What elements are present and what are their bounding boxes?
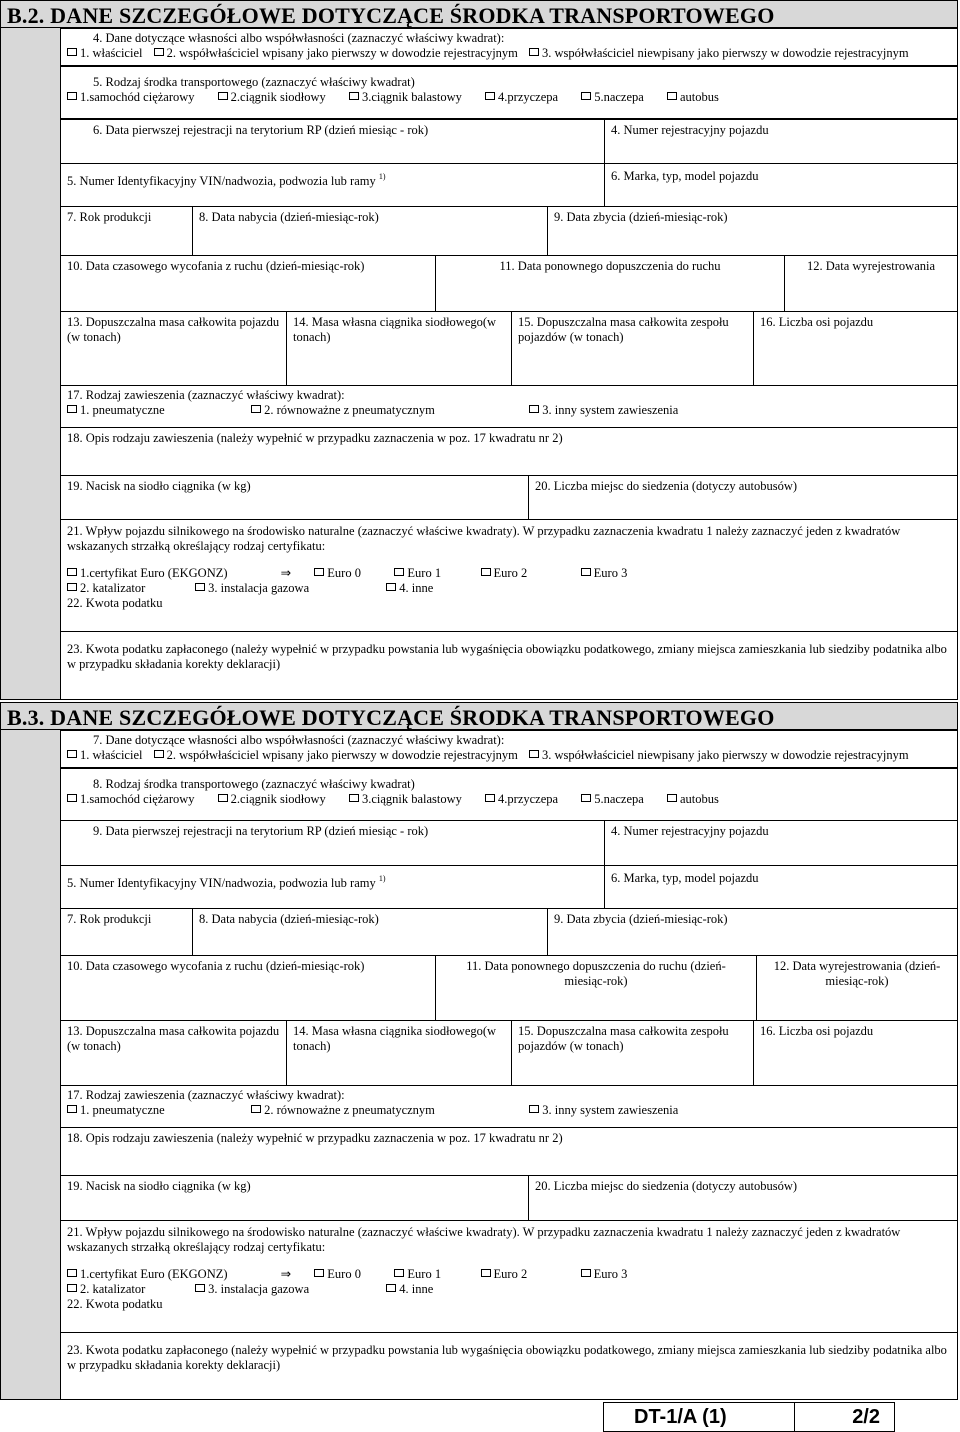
checkbox-bus[interactable] [667,92,677,100]
environment-label: 21. Wpływ pojazdu silnikowego na środowisko naturalne (zaznaczyć właściwe kwadraty). W przypadku zaznaczenia kwadratu 1 należy zaznaczyć jeden z kwadratów wskazanych strzałką określający rodzaj certyfikatu: [67,524,901,553]
checkbox-owner[interactable] [67,750,77,758]
option-trailer: 4.przyczepa [498,792,559,806]
checkbox-euro-cert[interactable] [67,568,77,576]
first-registration-label: 9. Data pierwszej rejestracji na terytorium RP (dzień miesiąc - rok) [93,824,429,838]
seat-count-label: 20. Liczba miejsc do siedzenia (dotyczy autobusów) [535,479,798,493]
disposal-date-field[interactable] [547,908,958,956]
option-euro-cert: 1.certyfikat Euro (EKGONZ) [80,566,228,580]
ownership-label: 7. Dane dotyczące własności albo współwłasności (zaznaczyć właściwy kwadrat): [93,733,505,747]
tractor-mass-field[interactable] [286,311,512,386]
tractor-mass-label: 14. Masa własna ciągnika siodłowego(w tonach) [293,315,497,344]
tax-amount-label: 22. Kwota podatku [67,1297,163,1311]
option-owner: 1. właściciel [80,748,143,762]
checkbox-other-suspension[interactable] [529,405,539,413]
checkbox-catalyst[interactable] [67,1284,77,1292]
suspension-field [60,385,958,428]
option-owner: 1. właściciel [80,46,143,60]
combination-mass-label: 15. Dopuszczalna masa całkowita zespołu pojazdów (w tonach) [518,315,729,344]
withdrawal-date-label: 10. Data czasowego wycofania z ruchu (dzień-miesiąc-rok) [67,959,365,973]
vin-label: 5. Numer Identyfikacyjny VIN/nadwozia, podwozia lub ramy [67,174,376,188]
checkbox-pneumatic[interactable] [67,405,77,413]
gross-mass-label: 13. Dopuszczalna masa całkowita pojazdu (w tonach) [67,315,280,344]
checkbox-euro-0[interactable] [314,1269,324,1277]
option-other-env: 4. inne [399,1282,434,1296]
suspension-field [60,1085,958,1128]
option-catalyst: 2. katalizator [80,1282,146,1296]
vehicle-type-label: 5. Rodzaj środka transportowego (zaznaczyć właściwy kwadrat) [93,75,415,89]
first-registration-label: 6. Data pierwszej rejestracji na terytorium RP (dzień miesiąc - rok) [93,123,429,137]
saddle-load-label: 19. Nacisk na siodło ciągnika (w kg) [67,1179,251,1193]
vin-footnote: 1) [378,172,386,181]
vin-field[interactable] [60,865,605,909]
option-other-suspension: 3. inny system zawieszenia [542,1103,679,1117]
option-euro-0: Euro 0 [327,1267,361,1281]
checkbox-equivalent[interactable] [251,1105,261,1113]
option-equivalent: 2. równoważne z pneumatycznym [264,403,435,417]
checkbox-euro-2[interactable] [481,568,491,576]
option-pneumatic: 1. pneumatyczne [80,1103,165,1117]
checkbox-truck[interactable] [67,92,77,100]
form-code: DT-1/A (1) [634,1406,727,1428]
seat-count-field[interactable] [528,475,958,520]
suspension-description-field[interactable] [60,1127,958,1176]
vehicle-type-label: 8. Rodzaj środka transportowego (zaznaczyć właściwy kwadrat) [93,777,415,791]
option-euro-3: Euro 3 [593,566,628,580]
suspension-description-label: 18. Opis rodzaju zawieszenia (należy wypełnić w przypadku zaznaczenia w poz. 17 kwadratu nr 2) [67,431,563,445]
acquisition-date-label: 8. Data nabycia (dzień-miesiąc-rok) [199,912,379,926]
deregistration-date-field[interactable] [784,255,958,312]
option-pneumatic: 1. pneumatyczne [80,403,165,417]
option-euro-0: Euro 0 [327,566,361,580]
checkbox-truck[interactable] [67,794,77,802]
option-bus: autobus [679,792,719,806]
option-euro-1: Euro 1 [407,566,442,580]
axle-count-field[interactable] [753,1020,958,1086]
checkbox-pneumatic[interactable] [67,1105,77,1113]
suspension-description-label: 18. Opis rodzaju zawieszenia (należy wypełnić w przypadku zaznaczenia w poz. 17 kwadratu nr 2) [67,1131,563,1145]
ownership-field [60,28,958,66]
page-number: 2/2 [852,1406,880,1428]
checkbox-gas-installation[interactable] [195,1284,205,1292]
tax-paid-field[interactable] [60,1332,958,1400]
checkbox-semitrailer[interactable] [581,794,591,802]
checkbox-other-suspension[interactable] [529,1105,539,1113]
deregistration-date-field[interactable] [756,955,958,1021]
withdrawal-date-field[interactable] [60,255,436,312]
option-gas-installation: 3. instalacja gazowa [208,581,310,595]
vin-label: 5. Numer Identyfikacyjny VIN/nadwozia, podwozia lub ramy [67,876,376,890]
option-tractor: 2.ciągnik siodłowy [230,792,326,806]
saddle-load-field[interactable] [60,1175,529,1221]
seat-count-field[interactable] [528,1175,958,1221]
checkbox-semitrailer[interactable] [581,92,591,100]
vehicle-type-field [60,66,958,119]
make-model-field[interactable] [604,865,958,909]
side-margin [0,730,60,1400]
readmission-date-label: 11. Data ponownego dopuszczenia do ruchu [499,259,721,273]
readmission-date-field[interactable] [435,255,785,312]
tractor-mass-field[interactable] [286,1020,512,1086]
option-gas-installation: 3. instalacja gazowa [208,1282,310,1296]
saddle-load-field[interactable] [60,475,529,520]
withdrawal-date-field[interactable] [60,955,436,1021]
option-euro-cert: 1.certyfikat Euro (EKGONZ) [80,1267,228,1281]
checkbox-trailer[interactable] [485,794,495,802]
suspension-label: 17. Rodzaj zawieszenia (zaznaczyć właściwy kwadrat): [67,388,345,402]
acquisition-date-field[interactable] [192,206,548,256]
option-coowner-first: 2. współwłaściciel wpisany jako pierwszy w dowodzie rejestracyjnym [166,46,518,60]
seat-count-label: 20. Liczba miejsc do siedzenia (dotyczy autobusów) [535,1179,798,1193]
checkbox-trailer[interactable] [485,92,495,100]
checkbox-tractor[interactable] [218,92,228,100]
option-coowner-first: 2. współwłaściciel wpisany jako pierwszy w dowodzie rejestracyjnym [166,748,518,762]
option-other-suspension: 3. inny system zawieszenia [542,403,679,417]
checkbox-bus[interactable] [667,794,677,802]
environment-field [60,1220,958,1333]
checkbox-coowner-not-first[interactable] [529,48,539,56]
checkbox-euro-1[interactable] [394,568,404,576]
checkbox-euro-1[interactable] [394,1269,404,1277]
acquisition-date-field[interactable] [192,908,548,956]
tax-paid-field[interactable] [60,631,958,700]
arrow-icon: ⇒ [280,1267,292,1281]
form-footer [603,1402,895,1432]
gross-mass-field[interactable] [60,311,287,386]
checkbox-ballast-tractor[interactable] [349,794,359,802]
suspension-label: 17. Rodzaj zawieszenia (zaznaczyć właściwy kwadrat): [67,1088,345,1102]
disposal-date-label: 9. Data zbycia (dzień-miesiąc-rok) [554,210,728,224]
environment-label: 21. Wpływ pojazdu silnikowego na środowisko naturalne (zaznaczyć właściwe kwadraty). W przypadku zaznaczenia kwadratu 1 należy zaznaczyć jeden z kwadratów wskazanych strzałką określający rodzaj certyfikatu: [67,1225,901,1254]
section-b2 [0,0,958,700]
option-trailer: 4.przyczepa [498,90,559,104]
checkbox-other-env[interactable] [386,1284,396,1292]
saddle-load-label: 19. Nacisk na siodło ciągnika (w kg) [67,479,251,493]
option-euro-2: Euro 2 [493,1267,528,1281]
option-coowner-not-first: 3. współwłaściciel niewpisany jako pierwszy w dowodzie rejestracyjnym [542,748,909,762]
checkbox-catalyst[interactable] [67,583,77,591]
deregistration-date-label: 12. Data wyrejestrowania [806,259,936,273]
option-ballast-tractor: 3.ciągnik balastowy [361,792,462,806]
ownership-label: 4. Dane dotyczące własności albo współwłasności (zaznaczyć właściwy kwadrat): [93,31,505,45]
option-coowner-not-first: 3. współwłaściciel niewpisany jako pierwszy w dowodzie rejestracyjnym [542,46,909,60]
checkbox-equivalent[interactable] [251,405,261,413]
section-header: B.3. DANE SZCZEGÓŁOWE DOTYCZĄCE ŚRODKA TRANSPORTOWEGO [0,702,958,730]
option-euro-3: Euro 3 [593,1267,628,1281]
make-model-label: 6. Marka, typ, model pojazdu [611,169,759,183]
withdrawal-date-label: 10. Data czasowego wycofania z ruchu (dzień-miesiąc-rok) [67,259,365,273]
option-truck: 1.samochód ciężarowy [80,90,195,104]
gross-mass-field[interactable] [60,1020,287,1086]
option-other-env: 4. inne [399,581,434,595]
acquisition-date-label: 8. Data nabycia (dzień-miesiąc-rok) [199,210,379,224]
arrow-icon: ⇒ [280,566,292,580]
make-model-field[interactable] [604,163,958,207]
section-header: B.2. DANE SZCZEGÓŁOWE DOTYCZĄCE ŚRODKA TRANSPORTOWEGO [0,0,958,28]
vehicle-type-field [60,768,958,821]
first-registration-field[interactable] [60,119,605,164]
section-b3 [0,702,958,1400]
registration-number-label: 4. Numer rejestracyjny pojazdu [611,123,769,137]
checkbox-ballast-tractor[interactable] [349,92,359,100]
checkbox-coowner-first[interactable] [154,48,164,56]
combination-mass-label: 15. Dopuszczalna masa całkowita zespołu pojazdów (w tonach) [518,1024,729,1053]
axle-count-field[interactable] [753,311,958,386]
deregistration-date-label: 12. Data wyrejestrowania (dzień-miesiąc-rok) [773,959,941,988]
tractor-mass-label: 14. Masa własna ciągnika siodłowego(w tonach) [293,1024,497,1053]
checkbox-other-env[interactable] [386,583,396,591]
disposal-date-label: 9. Data zbycia (dzień-miesiąc-rok) [554,912,728,926]
option-semitrailer: 5.naczepa [594,90,644,104]
option-bus: autobus [679,90,719,104]
tax-amount-label: 22. Kwota podatku [67,596,163,610]
combination-mass-field[interactable] [511,311,754,386]
checkbox-euro-3[interactable] [581,568,591,576]
gross-mass-label: 13. Dopuszczalna masa całkowita pojazdu (w tonach) [67,1024,280,1053]
first-registration-field[interactable] [60,820,605,866]
checkbox-coowner-first[interactable] [154,750,164,758]
option-euro-1: Euro 1 [407,1267,442,1281]
checkbox-gas-installation[interactable] [195,583,205,591]
vin-field[interactable] [60,163,605,207]
readmission-date-field[interactable] [435,955,757,1021]
option-ballast-tractor: 3.ciągnik balastowy [361,90,462,104]
option-euro-2: Euro 2 [493,566,528,580]
suspension-description-field[interactable] [60,427,958,476]
disposal-date-field[interactable] [547,206,958,256]
registration-number-field[interactable] [604,119,958,164]
footer-divider [794,1403,795,1431]
checkbox-coowner-not-first[interactable] [529,750,539,758]
ownership-field [60,730,958,768]
option-tractor: 2.ciągnik siodłowy [230,90,326,104]
combination-mass-field[interactable] [511,1020,754,1086]
make-model-label: 6. Marka, typ, model pojazdu [611,871,759,885]
checkbox-owner[interactable] [67,48,77,56]
registration-number-field[interactable] [604,820,958,866]
production-year-label: 7. Rok produkcji [67,210,152,224]
option-semitrailer: 5.naczepa [594,792,644,806]
axle-count-label: 16. Liczba osi pojazdu [760,1024,874,1038]
readmission-date-label: 11. Data ponownego dopuszczenia do ruchu (dzień-miesiąc-rok) [466,959,726,988]
checkbox-euro-cert[interactable] [67,1269,77,1277]
checkbox-euro-2[interactable] [481,1269,491,1277]
production-year-field[interactable] [60,908,193,956]
registration-number-label: 4. Numer rejestracyjny pojazdu [611,824,769,838]
checkbox-tractor[interactable] [218,794,228,802]
option-truck: 1.samochód ciężarowy [80,792,195,806]
environment-field [60,519,958,632]
production-year-field[interactable] [60,206,193,256]
option-catalyst: 2. katalizator [80,581,146,595]
option-equivalent: 2. równoważne z pneumatycznym [264,1103,435,1117]
side-margin [0,28,60,700]
axle-count-label: 16. Liczba osi pojazdu [760,315,874,329]
vin-footnote: 1) [378,874,386,883]
checkbox-euro-3[interactable] [581,1269,591,1277]
tax-paid-label: 23. Kwota podatku zapłaconego (należy wypełnić w przypadku powstania lub wygaśnięcia obowiązku podatkowego, zmiany miejsca zamieszkania lub siedziby podatnika albo w przypadku składania korekty deklaracji) [67,1343,947,1372]
checkbox-euro-0[interactable] [314,568,324,576]
tax-paid-label: 23. Kwota podatku zapłaconego (należy wypełnić w przypadku powstania lub wygaśnięcia obowiązku podatkowego, zmiany miejsca zamieszkania lub siedziby podatnika albo w przypadku składania korekty deklaracji) [67,642,947,671]
production-year-label: 7. Rok produkcji [67,912,152,926]
